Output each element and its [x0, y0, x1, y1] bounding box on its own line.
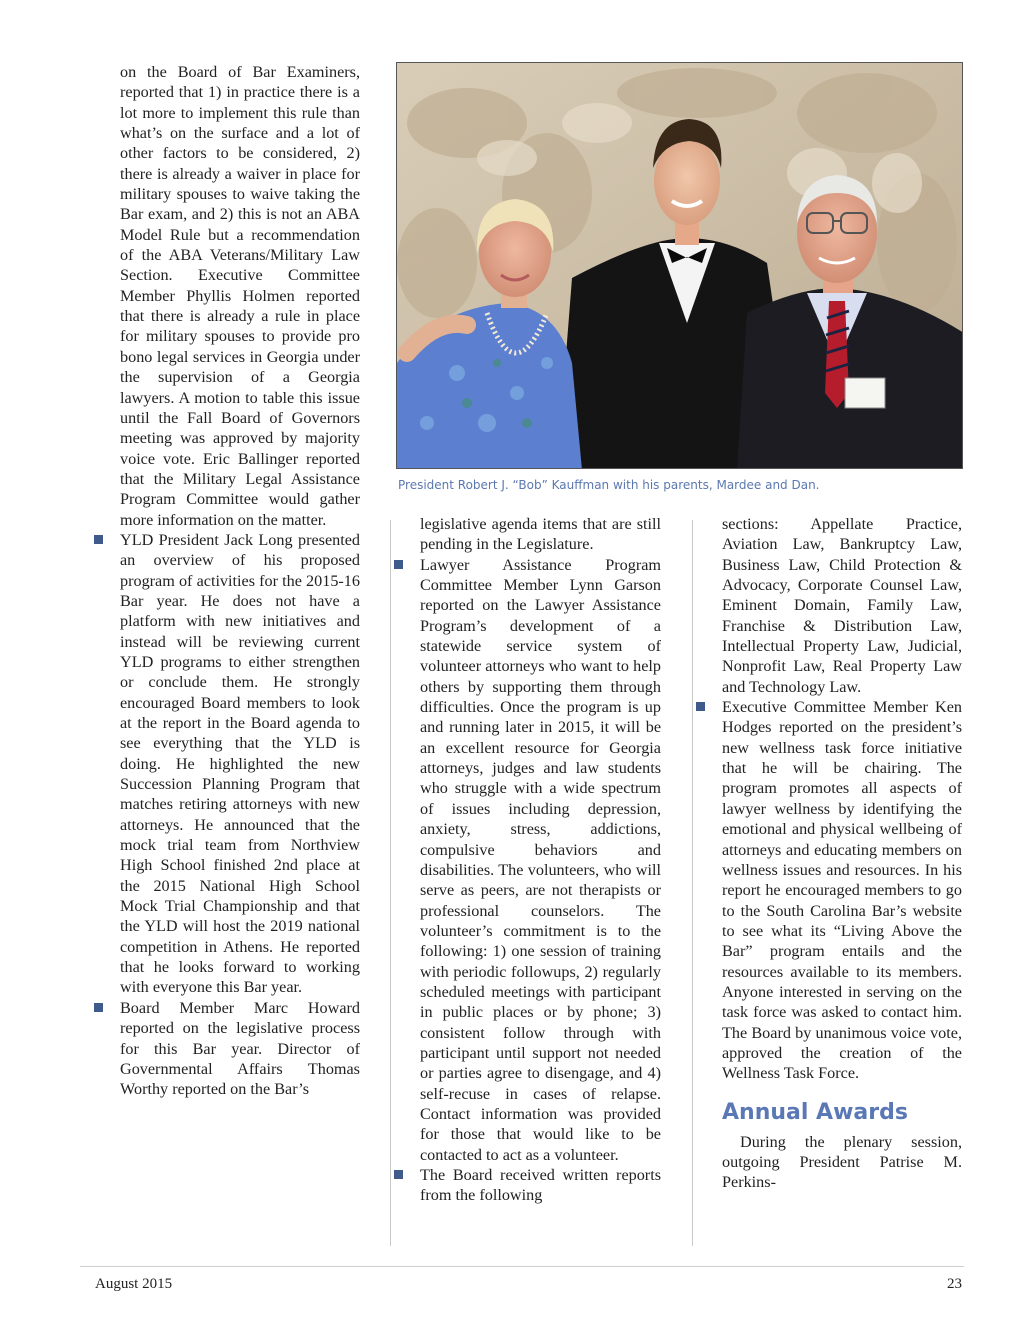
- bullet-square-icon: [696, 702, 705, 711]
- photo-kauffman-family: [396, 62, 963, 469]
- column-2: [420, 514, 661, 1206]
- col1-bullet-legislative: [120, 998, 360, 1100]
- footer-rule: [80, 1266, 964, 1267]
- photo-caption: President Robert J. “Bob” Kauffman with his parents, Mardee and Dan.: [398, 478, 820, 492]
- column-divider: [692, 520, 693, 1246]
- section-heading-annual-awards: Annual Awards: [722, 1099, 908, 1125]
- bullet-square-icon: [394, 1170, 403, 1179]
- col2-bullet-reports-text: The Board received written reports from the following: [420, 1166, 661, 1205]
- photo-illustration: [397, 63, 963, 469]
- footer-page-number: 23: [947, 1276, 962, 1292]
- col2-bullet-lap-text: Lawyer Assistance Program Committee Member Lynn Garson reported on the Lawyer Assistance Program’s development of a statewide service system of volunteer attorneys who want to help others by supporting them through difficulties. Once the program is up and running later in 2015, it will be an excellent resource for Georgia attorneys, judges and law students who struggle with a wide spectrum of issues including depression, anxiety, stress, addictions, compulsive behaviors and disabilities. The volunteers, who will serve as peers, are not therapists or professional counselors. The volunteer’s commitment is to the following: 1) one session of training with periodic followups, 2) regularly scheduled meetings with participant in public places or by phone; 3) consistent follow through with participant until support not needed or parties agree to disengage, and 4) self-recuse in cases of relapse. Contact information was provided for those that would like to be contacted to act as a volunteer.: [420, 555, 661, 1164]
- col1-bullet-legislative-text: Board Member Marc Howard reported on the legislative process for this Bar year. Director of Governmental Affairs Thomas Worthy reported on the Bar’s: [120, 998, 360, 1099]
- col3-awards-paragraph: During the plenary session, outgoing President Patrise M. Perkins-: [722, 1132, 962, 1192]
- col1-bullet-yld-text: YLD President Jack Long presented an overview of his proposed program of activities for the 2015-16 Bar year. He does not have a platform with new initiatives and instead will be reviewing current YLD programs to either strengthen or conclude them. He strongly encouraged Board members to look at the report in the Board agenda to see everything that the YLD is doing. He highlighted the new Succession Planning Program that matches retiring attorneys with new attorneys. He announced that the mock trial team from Northview High School finished 2nd place at the 2015 National High School Mock Trial Championship and that the YLD will host the 2019 national competition in Athens. He reported that he looks forward to working with everyone this Bar year.: [120, 530, 360, 997]
- bullet-square-icon: [394, 560, 403, 569]
- column-divider: [390, 520, 391, 1246]
- footer-issue-date: August 2015: [95, 1276, 173, 1292]
- col2-paragraph: legislative agenda items that are still pending in the Legislature.: [420, 515, 661, 554]
- bullet-square-icon: [94, 1003, 103, 1012]
- column-1: [120, 62, 360, 1100]
- bullet-square-icon: [94, 535, 103, 544]
- column-3: [722, 514, 962, 1193]
- col3-paragraph: sections: Appellate Practice, Aviation Law, Bankruptcy Law, Business Law, Child Protection & Advocacy, Corporate Counsel Law, Eminent Domain, Family Law, Franchise & Distribution Law, Intellectual Property Law, Judicial, Nonprofit Law, Real Property Law and Technology Law.: [722, 515, 962, 696]
- col3-bullet-wellness-text: Executive Committee Member Ken Hodges reported on the president’s new wellness task force initiative that he will be chairing. The program promotes all aspects of lawyer wellness by identifying the emotional and physical wellbeing of attorneys and educating members on wellness issues and resources. In his report he encouraged members to go to the South Carolina Bar’s website to see what its “Living Above the Bar” program entails and the resources available to its members. Anyone interested in serving on the task force was asked to contact him. The Board by unanimous voice vote, approved the creation of the Wellness Task Force.: [722, 698, 962, 1083]
- col3-bullet-wellness: [722, 697, 962, 1084]
- col2-bullet-lap: [420, 555, 661, 1165]
- col1-paragraph: on the Board of Bar Examiners, reported that 1) in practice there is a lot more to implement this rule than what’s on the surface and a lot of other factors to be considered, 2) there is already a waiver in place for military spouses to waive taking the Bar exam, and 2) this is not an ABA Model Rule but a recommendation of the ABA Veterans/Military Law Section. Executive Committee Member Phyllis Holmen reported that there is already a rule in place for military spouses to provide pro bono legal services in Georgia under the supervision of a Georgia lawyers. A motion to table this issue until the Fall Board of Governors meeting was approved by majority voice vote. Eric Ballinger reported that the Military Legal Assistance Program Committee would gather more information on the matter.: [120, 63, 360, 529]
- col2-bullet-reports: [420, 1165, 661, 1206]
- col1-bullet-yld: [120, 530, 360, 998]
